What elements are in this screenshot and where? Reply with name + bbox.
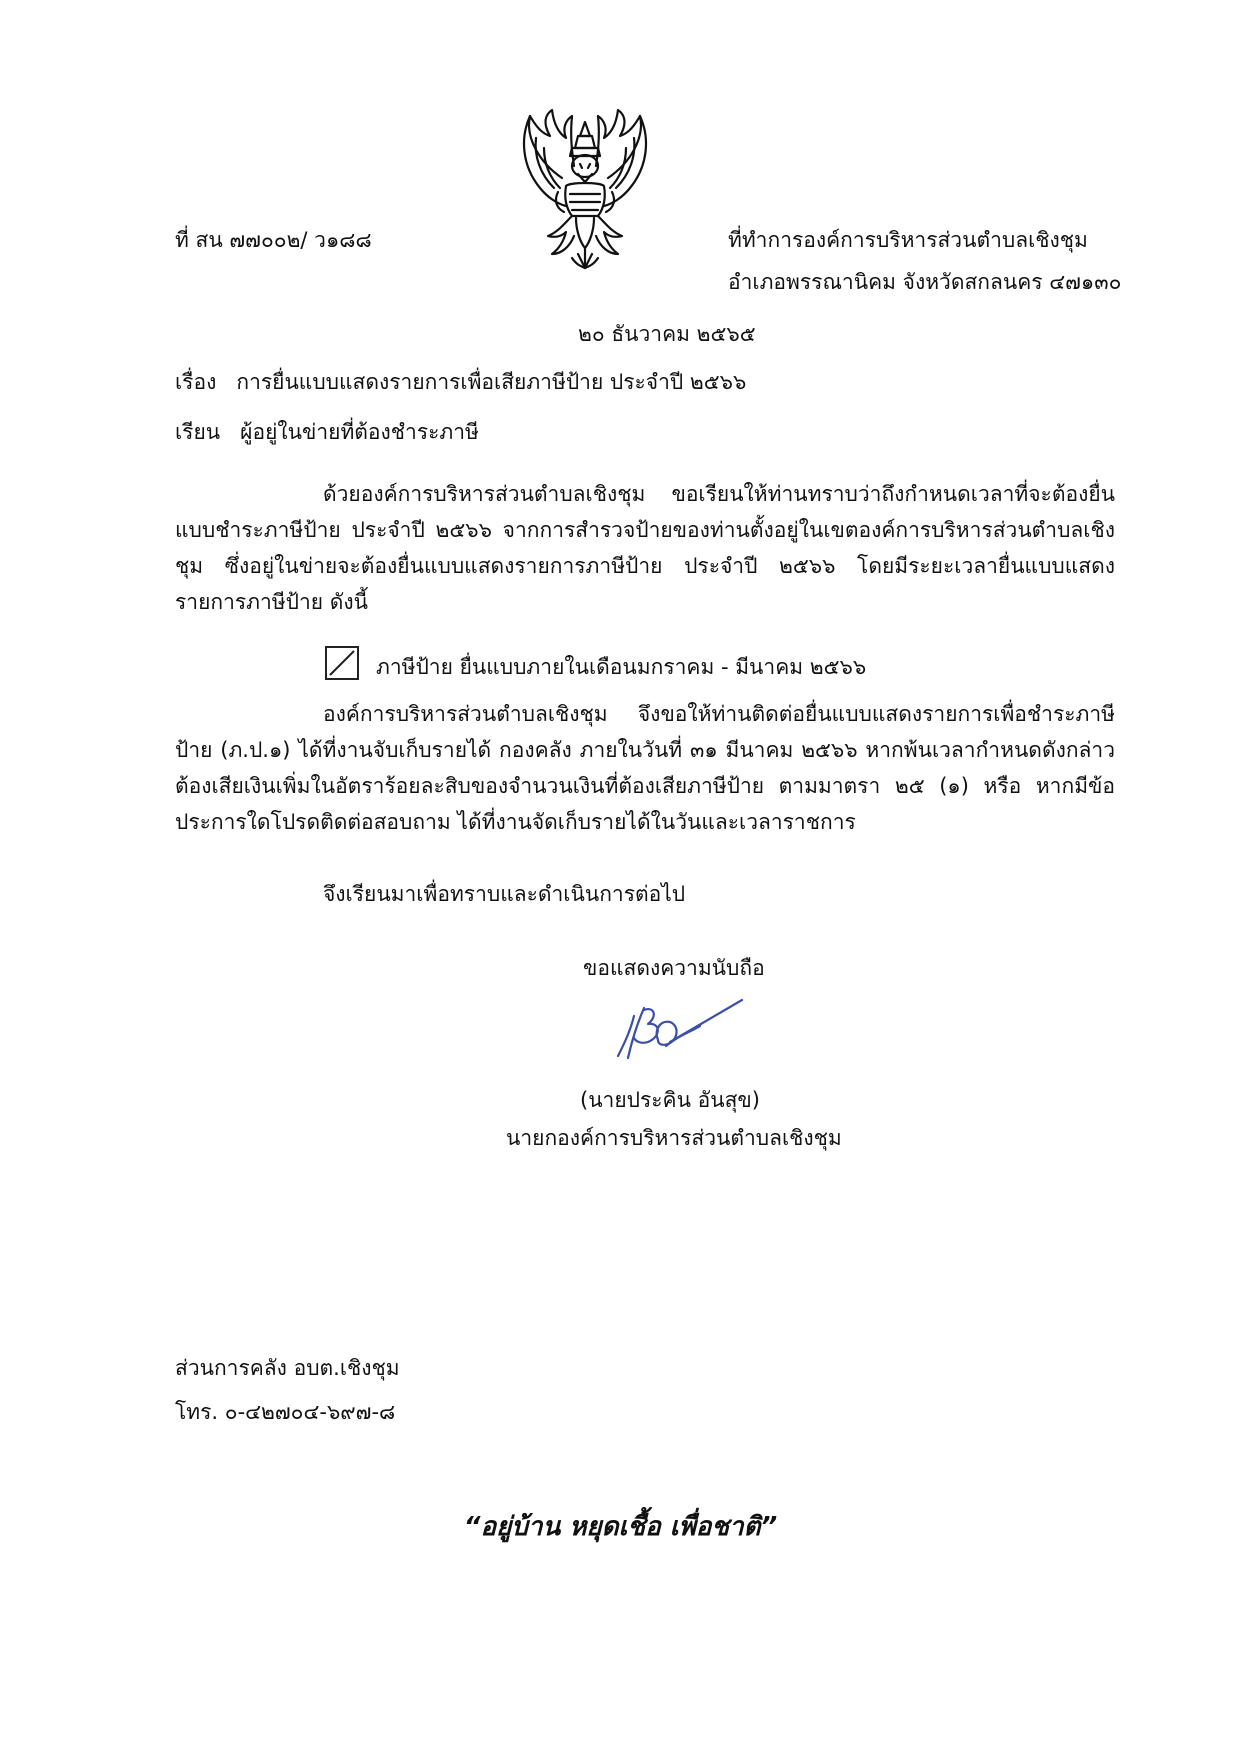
slogan: “อยู่บ้าน หยุดเชื้อ เพื่อชาติ” (463, 1512, 778, 1542)
salutation: ขอแสดงความนับถือ (583, 956, 765, 980)
garuda-emblem-icon (500, 108, 670, 277)
signatory-name: (นายประคิน อันสุข) (580, 1088, 760, 1112)
office-address-line1: ที่ทำการองค์การบริหารส่วนตำบลเชิงชุม (728, 228, 1088, 252)
addressee-text: ผู้อยู่ในข่ายที่ต้องชำระภาษี (240, 420, 479, 444)
footer-department: ส่วนการคลัง อบต.เชิงชุม (175, 1356, 400, 1380)
body-paragraph-1 (175, 476, 1115, 620)
body-paragraph-2 (175, 696, 1115, 840)
footer-phone: โทร. ๐-๔๒๗๐๔-๖๙๗-๘ (175, 1400, 396, 1424)
addressee-line (175, 418, 479, 446)
checkbox-item-text: ภาษีป้าย ยื่นแบบภายในเดือนมกราคม - มีนาคม ๒๕๖๖ (376, 655, 867, 679)
body-paragraph-2-text: องค์การบริหารส่วนตำบลเชิงชุม จึงขอให้ท่านติดต่อยื่นแบบแสดงรายการเพื่อชำระภาษีป้าย (ภ.ป.๑) ได้ที่งานจับเก็บรายได้ กองคลัง ภายในวันที่ ๓๑ มีนาคม ๒๕๖๖ หากพ้นเวลากำหนดดังกล่าวต้องเสียเงินเพิ่มในอัตราร้อยละสิบของจำนวนเงินที่ต้องเสียภาษีป้าย ตามมาตรา ๒๕ (๑) หรือ หากมีข้อประการใดโปรดติดต่อสอบถาม ได้ที่งานจัดเก็บรายได้ในวันและเวลาราชการ (175, 702, 1115, 834)
body-paragraph-1-text: ด้วยองค์การบริหารส่วนตำบลเชิงชุม ขอเรียนให้ท่านทราบว่าถึงกำหนดเวลาที่จะต้องยื่นแบบชำระภาษีป้าย ประจำปี ๒๕๖๖ จากการสำรวจป้ายของท่านตั้งอยู่ในเขตองค์การบริหารส่วนตำบลเชิงชุม ซึ่งอยู่ในข่ายจะต้องยื่นแบบแสดงรายการภาษีป้าย ประจำปี ๒๕๖๖ โดยมีระยะเวลายื่นแบบแสดงรายการภาษีป้าย ดังนี้ (175, 482, 1115, 614)
signatory-position: นายกองค์การบริหารส่วนตำบลเชิงชุม (506, 1126, 842, 1150)
handwritten-signature (608, 996, 748, 1070)
office-address-line2: อำเภอพรรณานิคม จังหวัดสกลนคร ๔๗๑๓๐ (728, 270, 1122, 294)
addressee-label: เรียน (175, 420, 221, 444)
subject-line (175, 368, 746, 396)
checked-box-icon (325, 646, 359, 680)
subject-text: การยื่นแบบแสดงรายการเพื่อเสียภาษีป้าย ประจำปี ๒๕๖๖ (236, 370, 747, 394)
subject-label: เรื่อง (175, 370, 217, 394)
reference-number: ที่ สน ๗๗๐๐๒/ ว๑๘๘ (175, 228, 372, 252)
closing-line: จึงเรียนมาเพื่อทราบและดำเนินการต่อไป (323, 882, 686, 906)
letter-date: ๒๐ ธันวาคม ๒๕๖๕ (578, 322, 756, 346)
